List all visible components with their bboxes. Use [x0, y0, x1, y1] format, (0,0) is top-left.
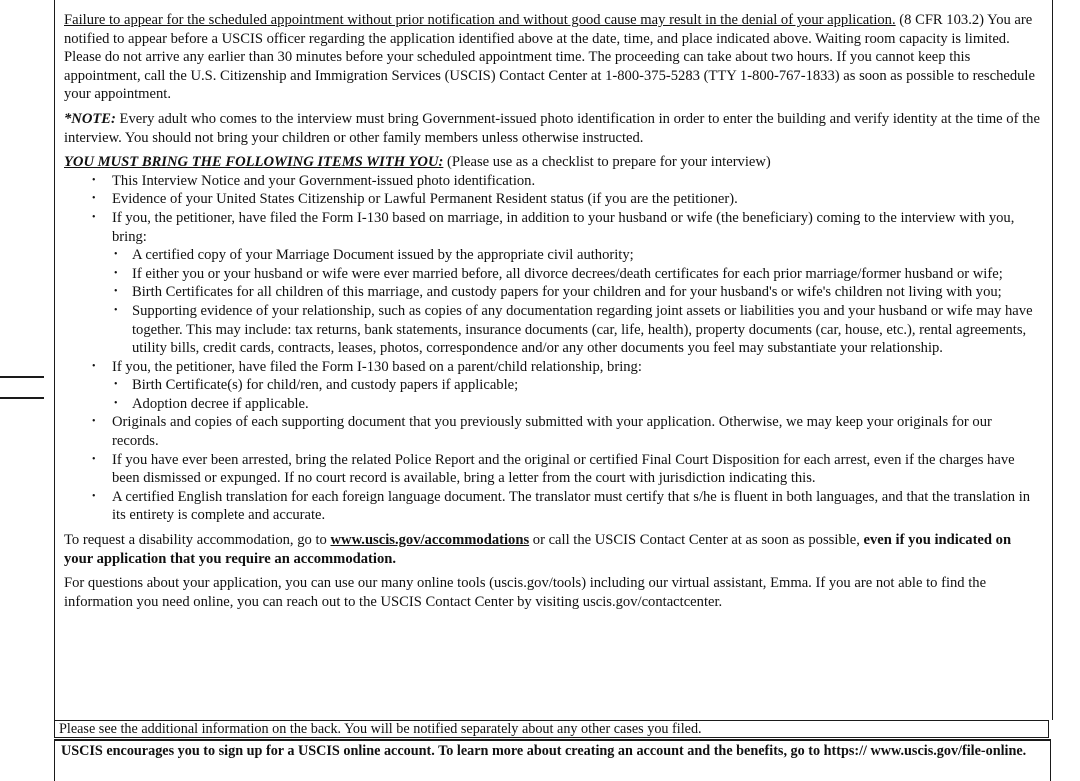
additional-info-footer: Please see the additional information on the back. You will be notified separately about any other cases you filed. [54, 720, 1049, 738]
checklist-item [64, 209, 1041, 358]
margin-mark-bottom [0, 397, 44, 399]
sublist-item: • Birth Certificates for all children of this marriage, and custody papers for your children and for your husband's or wife's children not living with you; [112, 283, 1041, 302]
checklist-item: • This Interview Notice and your Government-issued photo identification. [64, 172, 1041, 191]
sublist-item: • Supporting evidence of your relationship, such as copies of any documentation regarding joint assets or liabilities you and your husband or wife may have together. This may include: tax returns, bank statements, insurance documents (car, life, health), property documents (car, house, etc.), rental agreements, utility bills, credit cards, contracts, leases, photos, correspondence and/or any other documents you feel may substantiate your relationship. [112, 302, 1041, 358]
sublist-item: • Adoption decree if applicable. [112, 395, 1041, 414]
accommodation-paragraph [64, 531, 1041, 568]
sublist-item: • If either you or your husband or wife were ever married before, all divorce decrees/death certificates for each prior marriage/former husband or wife; [112, 265, 1041, 284]
questions-paragraph: For questions about your application, you can use our many online tools (uscis.gov/tools) including our virtual assistant, Emma. If you are not able to find the information you need online, you can reach out to the USCIS Contact Center by visiting uscis.gov/contactcenter. [64, 575, 987, 610]
checklist-subtitle: (Please use as a checklist to prepare for your interview) [443, 154, 771, 171]
note-paragraph [64, 110, 1041, 147]
checklist-item-text: If you, the petitioner, have filed the Form I-130 based on a parent/child relationship, bring: [112, 358, 642, 375]
appointment-details: (8 CFR 103.2) You are notified to appear before a USCIS officer regarding the application identified above at the date, time, and place indicated above. Waiting room capacity is limited. Please do not arrive any earlier than 30 minutes before your scheduled appointment time. The proceeding can take about two hours. If you cannot keep this appointment, call the U.S. Citizenship and Immigration Services (USCIS) Contact Center at 1-800-375-5283 (TTY 1-800-767-1833) as soon as possible to reschedule your appointment. [64, 12, 1035, 103]
checklist-item: • Evidence of your United States Citizenship or Lawful Permanent Resident status (if you are the petitioner). [64, 190, 1041, 209]
appointment-paragraph [64, 11, 1041, 104]
note-label: *NOTE: [64, 110, 116, 127]
notice-body [64, 11, 1041, 611]
sublist-item: • A certified copy of your Marriage Document issued by the appropriate civil authority; [112, 246, 1041, 265]
marriage-sublist [112, 246, 1041, 358]
accommodations-link[interactable]: www.uscis.gov/accommodations [330, 532, 530, 549]
checklist-heading-line [64, 153, 1041, 172]
checklist-item: • Originals and copies of each supporting document that you previously submitted with your application. Otherwise, we may keep your originals for our records. [64, 413, 1041, 450]
online-account-text: USCIS encourages you to sign up for a USCIS online account. To learn more about creating an account and the benefits, go to https:// www.uscis.gov/file-online. [61, 743, 1027, 759]
checklist-item: • A certified English translation for each foreign language document. The translator must certify that s/he is fluent in both languages, and that the translation in its entirety is complete and accurate. [64, 488, 1041, 525]
note-text: Every adult who comes to the interview must bring Government-issued photo identification in order to enter the building and verify identity at the time of the interview. You should not bring your children or other family members unless otherwise instructed. [64, 110, 1040, 146]
checklist-item: • If you have ever been arrested, bring the related Police Report and the original or certified Final Court Disposition for each arrest, even if the charges have been dismissed or expunged. If no court record is available, bring a letter from the court with jurisdiction indicating this. [64, 451, 1041, 488]
accommodation-text-mid: or call the USCIS Contact Center at as soon as possible, [529, 532, 864, 549]
checklist [64, 172, 1041, 525]
checklist-heading: YOU MUST BRING THE FOLLOWING ITEMS WITH YOU: [64, 154, 444, 171]
checklist-item-text: If you, the petitioner, have filed the Form I-130 based on marriage, in addition to your husband or wife (the beneficiary) coming to the interview with you, bring: [112, 209, 1015, 245]
accommodation-emphasis: even if you indicated on your application that you require an accommodation. [64, 532, 1012, 567]
parent-child-sublist [112, 376, 1041, 413]
failure-warning: Failure to appear for the scheduled appointment without prior notification and without good cause may result in the denial of your application. [64, 12, 896, 28]
sublist-item: • Birth Certificate(s) for child/ren, and custody papers if applicable; [112, 376, 1041, 395]
online-account-footer [54, 739, 1051, 781]
checklist-item [64, 358, 1041, 414]
margin-mark-top [0, 376, 44, 378]
accommodation-text: To request a disability accommodation, go to [64, 532, 331, 549]
